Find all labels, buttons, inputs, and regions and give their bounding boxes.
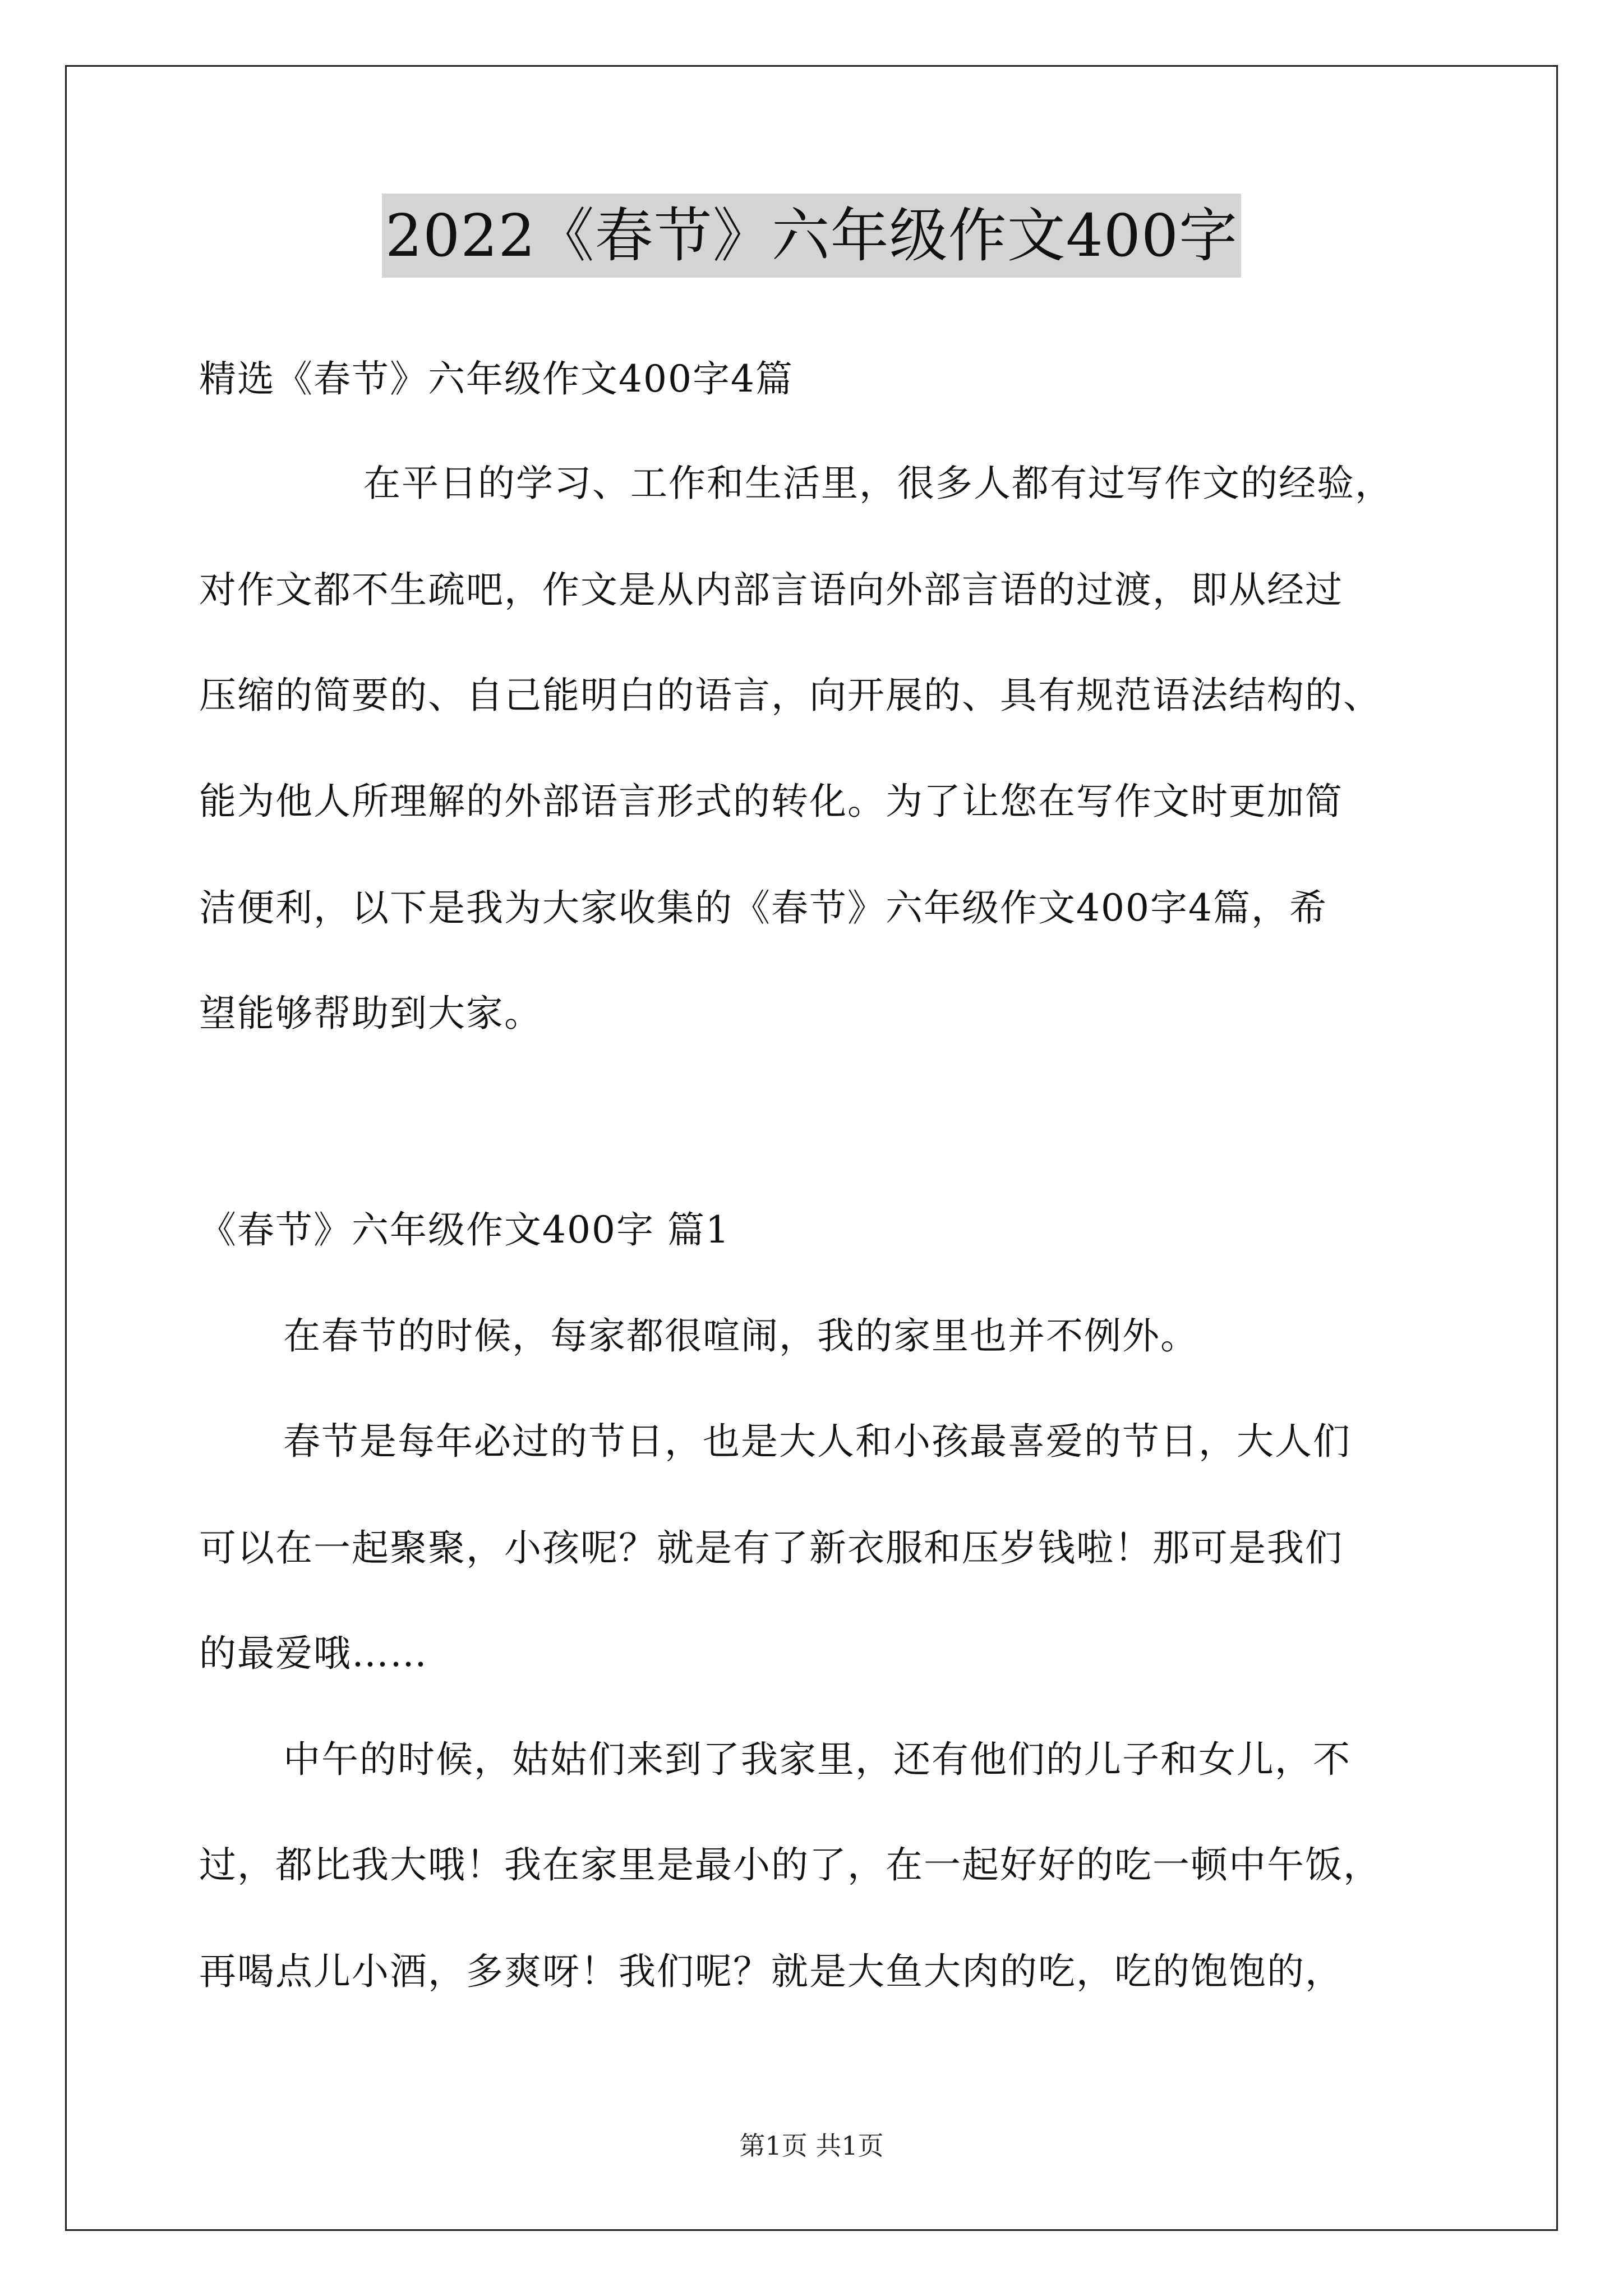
body-line: 的最爱哦…… [199,1632,428,1675]
intro-line: 望能够帮助到大家。 [199,992,542,1035]
body-line: 可以在一起聚聚，小孩呢？就是有了新衣服和压岁钱啦！那可是我们 [199,1526,1343,1570]
body-line: 再喝点儿小酒，多爽呀！我们呢？就是大鱼大肉的吃，吃的饱饱的， [199,1950,1343,1993]
body-line: 在春节的时候，每家都很喧闹，我的家里也并不例外。 [283,1314,1198,1358]
intro-line: 对作文都不生疏吧，作文是从内部言语向外部言语的过渡，即从经过 [199,568,1343,611]
intro-line: 洁便利，以下是我为大家收集的《春节》六年级作文400字4篇，希 [199,886,1327,930]
section-heading: 《春节》六年级作文400字 篇1 [199,1208,730,1251]
body-line: 春节是每年必过的节日，也是大人和小孩最喜爱的节日，大人们 [283,1420,1351,1463]
body-line: 中午的时候，姑姑们来到了我家里，还有他们的儿子和女儿，不 [283,1738,1351,1781]
body-line: 过，都比我大哦！我在家里是最小的了，在一起好好的吃一顿中午饭， [199,1843,1381,1887]
page-footer: 第1页 共1页 [739,2131,884,2161]
intro-line: 在平日的学习、工作和生活里，很多人都有过写作文的经验， [363,462,1393,505]
document-title: 2022《春节》六年级作文400字 [382,194,1241,278]
intro-line: 能为他人所理解的外部语言形式的转化。为了让您在写作文时更加简 [199,780,1343,823]
document-subtitle: 精选《春节》六年级作文400字4篇 [199,357,794,401]
title-container [0,194,1623,278]
intro-line: 压缩的简要的、自己能明白的语言，向开展的、具有规范语法结构的、 [199,674,1381,717]
